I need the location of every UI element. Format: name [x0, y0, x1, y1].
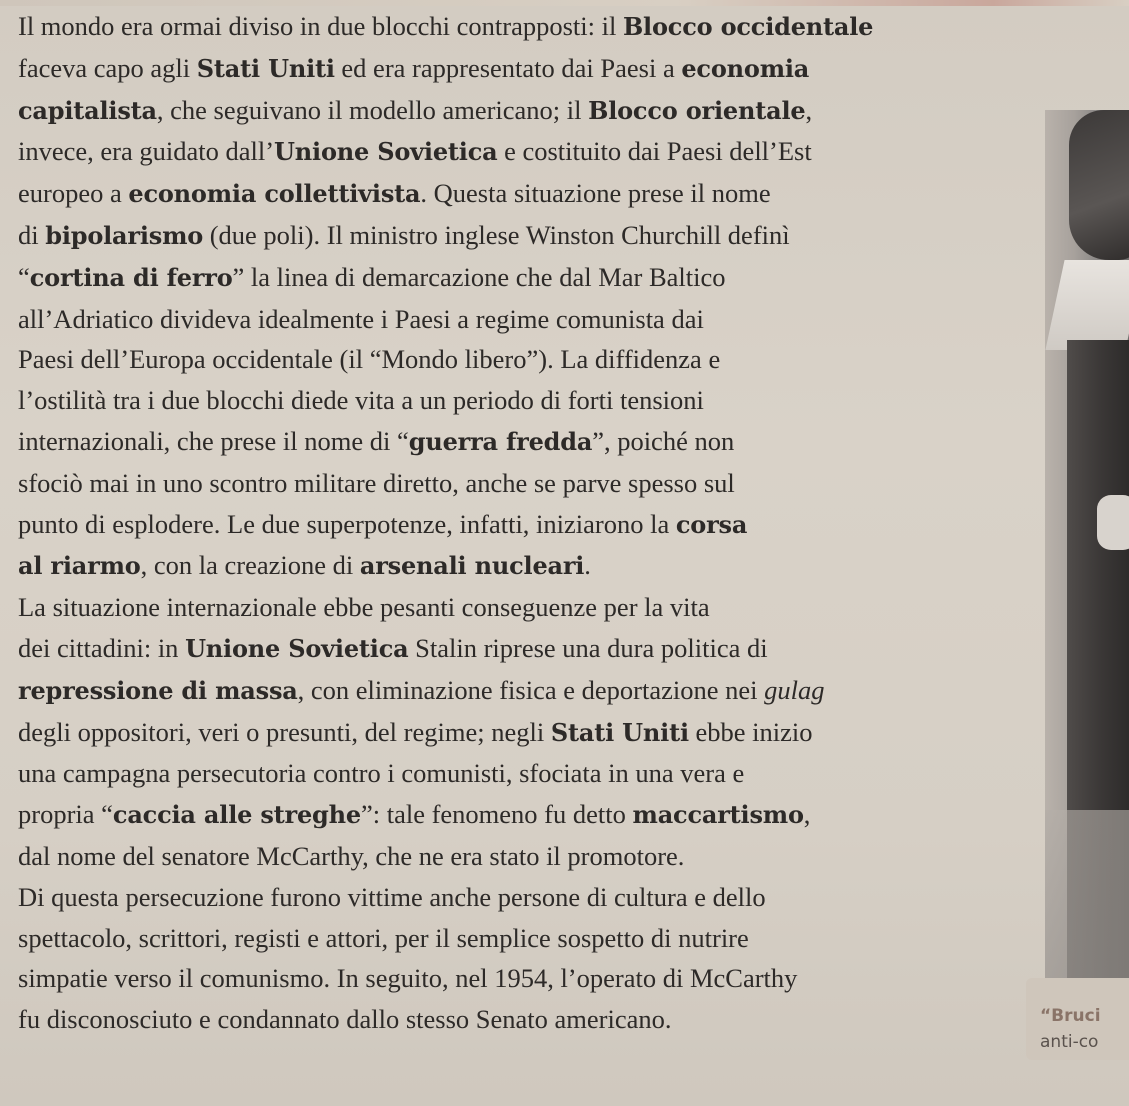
- bold-term: arsenali nucleari: [359, 551, 585, 581]
- text-run: fu disconosciuto e condannato dallo stesso Senato americano.: [18, 1004, 672, 1035]
- text-run: punto di esplodere. Le due superpotenze, infatti, iniziarono la: [18, 508, 676, 539]
- text-line: [18, 131, 1048, 173]
- photo-head: [1069, 110, 1129, 260]
- bold-term: maccartismo: [632, 800, 804, 830]
- text-line: [18, 670, 1048, 712]
- photo-collar: [1045, 260, 1129, 350]
- bold-term: capitalista: [18, 95, 157, 125]
- bold-term: economia: [681, 53, 810, 83]
- bold-term: caccia alle streghe: [112, 800, 361, 830]
- text-run: (due poli). Il ministro inglese Winston Churchill definì: [203, 219, 790, 250]
- text-run: Stalin riprese una dura politica di: [408, 632, 768, 663]
- text-line: [18, 421, 1048, 463]
- text-run: degli oppositori, veri o presunti, del regime; negli: [18, 716, 551, 747]
- text-run: e costituito dai Paesi dell’Est: [497, 136, 812, 167]
- text-run: dal nome del senatore McCarthy, che ne era stato il promotore.: [18, 840, 685, 871]
- text-run: propria “: [18, 799, 113, 830]
- text-run: , con eliminazione fisica e deportazione nei: [297, 674, 765, 705]
- text-run: di: [18, 219, 46, 250]
- text-line: [18, 504, 1048, 546]
- text-run: , che seguivano il modello americano; il: [156, 94, 589, 125]
- text-line: [18, 836, 1048, 877]
- bold-term: guerra fredda: [408, 426, 593, 456]
- text-line: [18, 380, 1048, 421]
- text-line: [18, 877, 1048, 918]
- text-run: ed era rappresentato dai Paesi a: [334, 52, 682, 83]
- photo-caption-line-2: anti-co: [1040, 1032, 1099, 1052]
- photo-hand: [1097, 495, 1129, 550]
- paragraph: [18, 6, 1048, 587]
- photo-lower: [1045, 810, 1129, 980]
- text-run: internazionali, che prese il nome di “: [18, 425, 409, 456]
- text-run: ”, poiché non: [592, 425, 735, 456]
- bold-term: al riarmo: [18, 551, 141, 581]
- text-run: ebbe inizio: [688, 716, 813, 747]
- paragraph: [18, 587, 1048, 877]
- bold-term: repressione di massa: [18, 675, 298, 705]
- text-line: [18, 958, 1048, 999]
- bold-term: Stati Uniti: [550, 717, 689, 747]
- bold-term: Unione Sovietica: [274, 137, 498, 167]
- text-line: [18, 463, 1048, 504]
- text-line: [18, 753, 1048, 794]
- text-run: “: [18, 261, 30, 292]
- text-run: Di questa persecuzione furono vittime anche persone di cultura e dello: [18, 881, 766, 912]
- text-line: [18, 90, 1048, 132]
- text-line: [18, 628, 1048, 670]
- text-line: [18, 999, 1048, 1040]
- italic-term: gulag: [764, 674, 825, 705]
- text-line: [18, 918, 1048, 959]
- text-line: [18, 299, 1048, 340]
- text-run: Paesi dell’Europa occidentale (il “Mondo libero”). La diffidenza e: [18, 344, 721, 375]
- text-run: faceva capo agli: [18, 52, 197, 83]
- text-run: La situazione internazionale ebbe pesanti conseguenze per la vita: [18, 592, 710, 623]
- text-run: , con la creazione di: [140, 550, 360, 581]
- text-line: [18, 587, 1048, 628]
- text-line: [18, 545, 1048, 587]
- bold-term: bipolarismo: [45, 220, 204, 250]
- text-run: all’Adriatico divideva idealmente i Paesi a regime comunista dai: [18, 303, 704, 334]
- text-line: [18, 48, 1048, 90]
- text-run: Il mondo era ormai diviso in due blocchi contrapposti: il: [18, 11, 623, 41]
- text-run: . Questa situazione prese il nome: [420, 178, 771, 209]
- bold-term: Stati Uniti: [196, 53, 335, 83]
- body-text: [18, 6, 1048, 1040]
- bold-term: Blocco orientale: [588, 95, 806, 125]
- text-run: ” la linea di demarcazione che dal Mar Baltico: [232, 261, 726, 292]
- photo-caption-line-1: “Bruci: [1040, 1006, 1101, 1026]
- bold-term: cortina di ferro: [29, 262, 233, 292]
- text-line: [18, 257, 1048, 299]
- text-line: [18, 6, 1048, 48]
- text-run: ,: [803, 799, 811, 830]
- text-run: dei cittadini: in: [18, 632, 186, 663]
- text-run: ,: [805, 94, 813, 125]
- bold-term: economia collettivista: [128, 179, 421, 209]
- bold-term: Unione Sovietica: [185, 633, 409, 663]
- text-line: [18, 712, 1048, 754]
- photo-cropped: [1045, 110, 1129, 980]
- text-run: spettacolo, scrittori, registi e attori, per il semplice sospetto di nutrire: [18, 922, 749, 953]
- bold-term: corsa: [675, 509, 748, 539]
- text-run: sfociò mai in uno scontro militare diretto, anche se parve spesso sul: [18, 467, 735, 498]
- text-run: europeo a: [18, 178, 129, 209]
- text-run: una campagna persecutoria contro i comunisti, sfociata in una vera e: [18, 758, 745, 789]
- text-run: simpatie verso il comunismo. In seguito, nel 1954, l’operato di McCarthy: [18, 963, 798, 994]
- text-line: [18, 215, 1048, 257]
- text-line: [18, 173, 1048, 215]
- text-line: [18, 794, 1048, 836]
- text-run: .: [584, 550, 591, 581]
- text-run: ”: tale fenomeno fu detto: [360, 799, 633, 830]
- text-run: l’ostilità tra i due blocchi diede vita a un periodo di forti tensioni: [18, 385, 704, 416]
- paragraph: [18, 877, 1048, 1040]
- text-line: [18, 339, 1048, 380]
- bold-term: Blocco occidentale: [622, 12, 874, 41]
- text-run: invece, era guidato dall’: [18, 136, 275, 167]
